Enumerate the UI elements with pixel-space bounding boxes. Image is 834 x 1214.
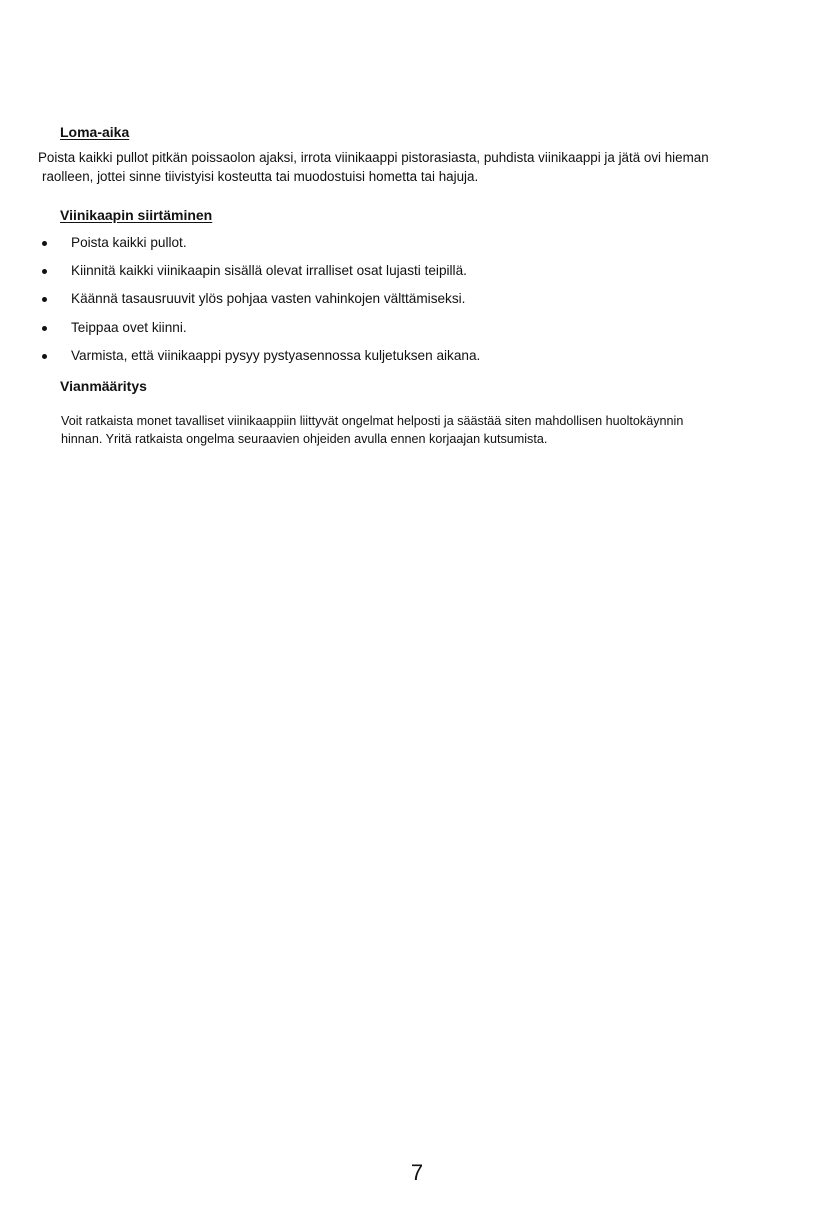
list-item	[0, 346, 834, 374]
vacation-heading: Loma-aika	[60, 124, 130, 140]
list-item-text: Kiinnitä kaikki viinikaapin sisällä olevat irralliset osat lujasti teipillä.	[71, 263, 467, 279]
list-item-text: Varmista, että viinikaappi pysyy pystyasennossa kuljetuksen aikana.	[71, 347, 481, 363]
bullet-icon	[42, 241, 47, 246]
bullet-icon	[42, 269, 47, 274]
troubleshooting-paragraph-line-2: hinnan. Yritä ratkaista ongelma seuraavien ohjeiden avulla ennen korjaajan kutsumista.	[61, 432, 548, 446]
bullet-icon	[42, 354, 47, 359]
list-item	[0, 289, 834, 317]
bullet-icon	[42, 326, 47, 331]
moving-steps-list	[0, 233, 834, 374]
bullet-icon	[42, 297, 47, 302]
list-item-text: Poista kaikki pullot.	[71, 235, 187, 250]
list-item	[0, 261, 834, 289]
list-item-text: Teippaa ovet kiinni.	[71, 319, 187, 335]
troubleshooting-paragraph-line-1: Voit ratkaista monet tavalliset viinikaappiin liittyvät ongelmat helposti ja säästää siten mahdollisen huoltokäynnin	[61, 414, 684, 428]
vacation-paragraph-line-2: raolleen, jottei sinne tiivistyisi kosteutta tai muodostuisi hometta tai hajuja.	[42, 169, 479, 184]
vacation-paragraph-line-1: Poista kaikki pullot pitkän poissaolon ajaksi, irrota viinikaappi pistorasiasta, puhdista viinikaappi ja jätä ovi hieman	[38, 150, 709, 165]
vacation-paragraph	[38, 148, 709, 186]
moving-heading: Viinikaapin siirtäminen	[60, 207, 213, 223]
list-item-text: Käännä tasausruuvit ylös pohjaa vasten vahinkojen välttämiseksi.	[71, 291, 466, 307]
list-item	[0, 233, 834, 261]
list-item	[0, 318, 834, 346]
troubleshooting-paragraph	[61, 412, 683, 448]
page-number: 7	[410, 1160, 424, 1185]
troubleshooting-heading: Vianmääritys	[60, 378, 147, 394]
